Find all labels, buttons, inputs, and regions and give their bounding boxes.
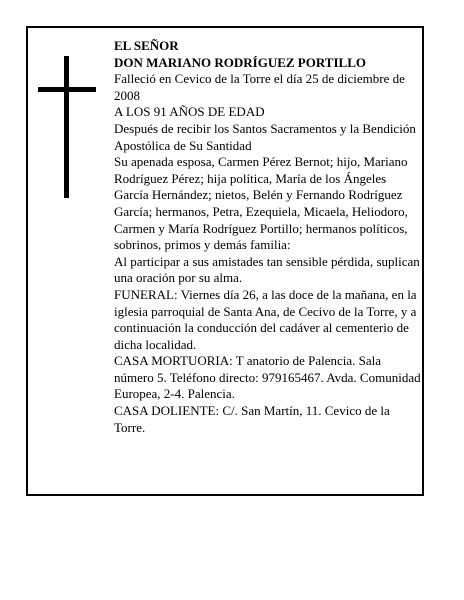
family-home-address: CASA DOLIENTE: C/. San Martín, 11. Cevico de la Torre.: [114, 403, 390, 435]
death-announcement: Falleció en Cevico de la Torre el día 25 de diciembre de 2008: [114, 71, 405, 103]
cross-horizontal-bar: [38, 87, 96, 92]
cross-icon: [38, 56, 98, 198]
obituary-notice: [26, 26, 424, 496]
family-line: Su apenada esposa, Carmen Pérez Bernot; hijo, Mariano Rodríguez Pérez; hija política, María de los Ángeles García Hernández; nietos, Belén y Fernando Rodríguez García; hermanos, Petra, Ezequiela, Micaela, Heliodoro, Carmen y María Rodríguez Portillo; hermanos políticos, sobrinos, primos y demás familia:: [114, 154, 408, 253]
notice-body: [114, 38, 422, 436]
age-line: A LOS 91 AÑOS DE EDAD: [114, 104, 265, 120]
notice-title-line1: EL SEÑOR: [114, 38, 179, 53]
prayer-request: Al participar a sus amistades tan sensible pérdida, suplican una oración por su alma.: [114, 253, 420, 286]
mortuary-details: CASA MORTUORIA: T anatorio de Palencia. Sala número 5. Teléfono directo: 979165467. Avda. Comunidad Europea, 2-4. Palencia.: [114, 353, 421, 402]
funeral-details: FUNERAL: Viernes día 26, a las doce de la mañana, en la iglesia parroquial de Santa Ana, de Cecivo de la Torre, y a continuación la conducción del cadáver al cementerio de dicha localidad.: [114, 286, 417, 352]
cross-vertical-bar: [64, 56, 69, 198]
sacraments-line: Después de recibir los Santos Sacramentos y la Bendición Apostólica de Su Santidad: [114, 120, 416, 153]
deceased-name: DON MARIANO RODRÍGUEZ PORTILLO: [114, 54, 366, 70]
